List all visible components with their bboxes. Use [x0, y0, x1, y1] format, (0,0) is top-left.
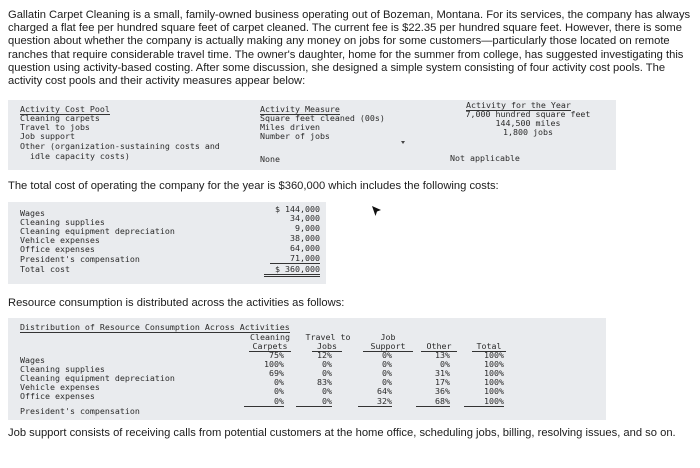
measure-none: None	[260, 154, 280, 164]
dist-vehicle-cleaning: 0%	[274, 377, 284, 387]
measure-miles-driven: Miles driven	[260, 122, 320, 132]
dist-president-travel: 0%	[296, 397, 332, 407]
dist-depreciation-travel: 0%	[322, 368, 332, 378]
header-carpets: Carpets	[249, 342, 291, 352]
cost-label-total: Total cost	[20, 264, 70, 274]
dist-office-total: 100%	[484, 386, 504, 396]
dist-president-support: 32%	[358, 397, 392, 407]
dist-president-other: 68%	[416, 397, 450, 407]
activity-cost-pool-table	[8, 100, 616, 170]
dist-depreciation-other: 31%	[435, 368, 450, 378]
total-cost-sentence: The total cost of operating the company for the year is $360,000 which includes the following costs:	[8, 180, 499, 192]
dist-president-total: 100%	[464, 397, 504, 407]
cost-amount-office-expenses: 64,000	[290, 243, 320, 253]
dist-office-support: 64%	[377, 386, 392, 396]
dist-label-office-expenses: Office expenses	[20, 391, 95, 401]
dist-depreciation-cleaning: 69%	[269, 368, 284, 378]
cost-label-office-expenses: Office expenses	[20, 244, 95, 254]
measure-number-of-jobs: Number of jobs	[260, 131, 330, 141]
dist-vehicle-total: 100%	[484, 377, 504, 387]
dist-office-travel: 0%	[322, 386, 332, 396]
measure-square-feet: Square feet cleaned (00s)	[260, 113, 385, 123]
pool-job-support: Job support	[20, 131, 75, 141]
dist-vehicle-other: 17%	[435, 377, 450, 387]
header-other: Other	[421, 342, 457, 352]
dist-depreciation-total: 100%	[484, 368, 504, 378]
dist-label-wages: Wages	[20, 355, 45, 365]
dist-office-cleaning: 0%	[274, 386, 284, 396]
dist-label-president-compensation: President's compensation	[20, 406, 140, 416]
dist-wages-travel: 12%	[317, 350, 332, 360]
cost-amount-cleaning-supplies: 34,000	[290, 213, 320, 223]
dist-office-other: 36%	[435, 386, 450, 396]
cost-label-vehicle-expenses: Vehicle expenses	[20, 235, 100, 245]
header-activity-cost-pool: Activity Cost Pool	[20, 104, 110, 114]
cost-label-cleaning-supplies: Cleaning supplies	[20, 217, 105, 227]
year-jobs: 1,800 jobs	[503, 127, 553, 137]
dist-label-vehicle-expenses: Vehicle expenses	[20, 382, 100, 392]
job-support-paragraph: Job support consists of receiving calls from potential customers at the home office, scheduling jobs, billing, resolving issues, and so on.	[8, 427, 676, 439]
cost-breakdown-table	[8, 202, 326, 284]
intro-paragraph: Gallatin Carpet Cleaning is a small, family-owned business operating out of Bozeman, Montana. For its services, the company has always charged a flat fee per hundred square feet of carpet cleaned. The current fee is $22.35 per hundred square feet. However, there is some question about whether the company is actually making any money on jobs for some customers—particularly those located on remote ranches that require considerable travel time. The owner's daughter, home for the summer from college, has suggested investigating this question using activity-based costing. After some discussion, she designed a simple system consisting of four activity cost pools. The activity cost pools and their activity measures appear below:	[8, 9, 691, 88]
header-jobs: Jobs	[312, 342, 342, 352]
dist-vehicle-travel: 83%	[317, 377, 332, 387]
dist-vehicle-support: 0%	[382, 377, 392, 387]
header-activity-measure: Activity Measure	[260, 104, 340, 114]
dist-supplies-cleaning: 100%	[264, 359, 284, 369]
distribution-table	[8, 318, 606, 420]
dist-wages-cleaning: 75%	[269, 350, 284, 360]
cost-amount-equipment-depreciation: 9,000	[295, 223, 320, 233]
cost-amount-vehicle-expenses: 38,000	[290, 233, 320, 243]
dist-supplies-total: 100%	[484, 359, 504, 369]
pool-travel-to-jobs: Travel to jobs	[20, 122, 90, 132]
cost-label-president-compensation: President's compensation	[20, 254, 140, 264]
header-support: Support	[363, 342, 413, 352]
cost-amount-total: $ 360,000	[264, 265, 320, 277]
mouse-cursor-icon	[371, 205, 383, 218]
dist-wages-total: 100%	[484, 350, 504, 360]
pool-other-line2: idle capacity costs)	[30, 151, 130, 161]
dist-president-cleaning: 0%	[244, 397, 284, 407]
dist-supplies-travel: 0%	[322, 359, 332, 369]
cost-amount-wages: $ 144,000	[275, 204, 320, 214]
dist-supplies-support: 0%	[382, 359, 392, 369]
header-cleaning: Cleaning	[250, 332, 290, 342]
header-activity-for-year: Activity for the Year	[466, 100, 571, 110]
year-not-applicable: Not applicable	[450, 153, 520, 163]
caret-down-icon	[401, 141, 405, 144]
pool-cleaning-carpets: Cleaning carpets	[20, 113, 100, 123]
dist-depreciation-support: 0%	[382, 368, 392, 378]
cost-amount-president-compensation: 71,000	[270, 254, 320, 264]
cost-label-wages: Wages	[20, 208, 45, 218]
dist-wages-other: 13%	[435, 350, 450, 360]
pool-other-line1: Other (organization-sustaining costs and	[20, 141, 220, 151]
dist-supplies-other: 0%	[440, 359, 450, 369]
dist-label-cleaning-supplies: Cleaning supplies	[20, 364, 105, 374]
cost-label-equipment-depreciation: Cleaning equipment depreciation	[20, 226, 175, 236]
header-total: Total	[472, 342, 506, 352]
header-travel-to: Travel to	[305, 332, 351, 342]
resource-consumption-sentence: Resource consumption is distributed across the activities as follows:	[8, 297, 345, 309]
year-square-feet: 7,000 hundred square feet	[465, 109, 591, 119]
distribution-title: Distribution of Resource Consumption Across Activities	[20, 322, 290, 332]
dist-label-equipment-depreciation: Cleaning equipment depreciation	[20, 373, 175, 383]
header-job: Job	[380, 332, 396, 342]
year-miles: 144,500 miles	[495, 118, 561, 128]
dist-wages-support: 0%	[382, 350, 392, 360]
